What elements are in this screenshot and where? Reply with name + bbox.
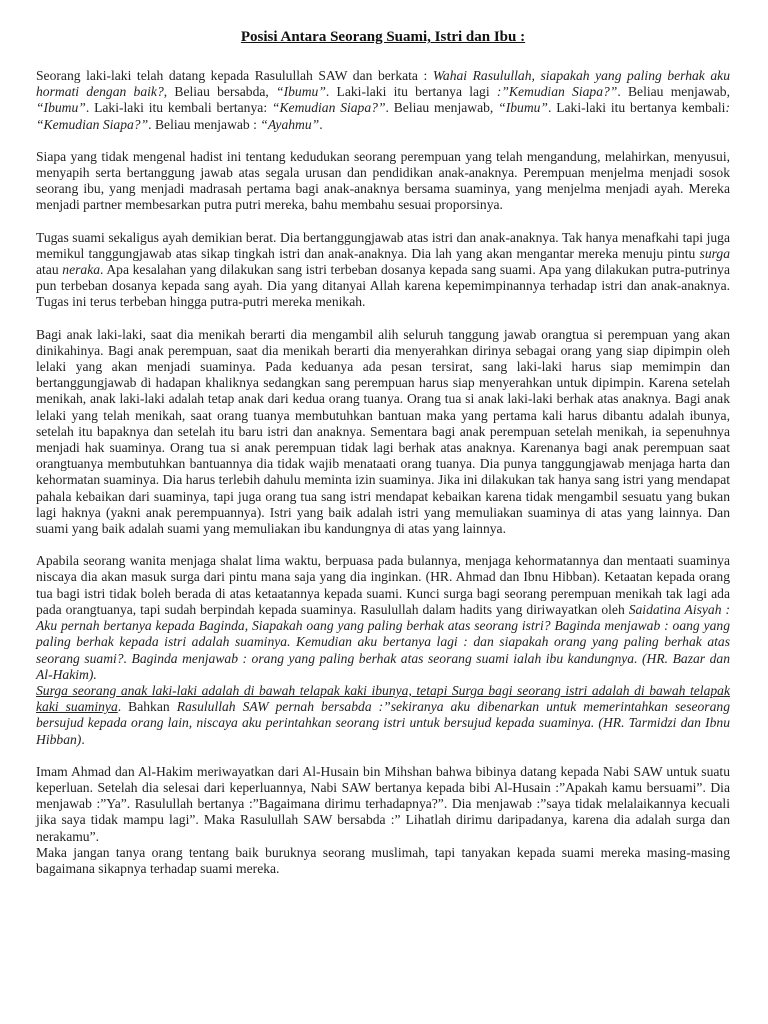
- p3-text-c: atau: [36, 262, 63, 278]
- p1-quote-kemudian-3: : “Kemudian Siapa?”: [36, 100, 730, 132]
- document-title: Posisi Antara Seorang Suami, Istri dan Ibu :: [240, 29, 526, 45]
- p1-text-o: . Beliau menjawab :: [148, 116, 261, 132]
- p1-quote-kemudian-2: “Kemudian Siapa?”: [271, 100, 386, 116]
- p1-quote-kemudian-1: :”Kemudian Siapa?”: [496, 84, 618, 100]
- paragraph-1: [36, 68, 730, 133]
- p6-hadith-tarmidzi: Rasulullah SAW pernah bersabda :”sekiranya aku dibenarkan untuk memerintahkan seseorang bersujud kepada orang lain, niscaya aku perintahkan seorang istri untuk bersujud kepada suaminya. (HR. Tarmidzi dan Ibnu Hibban): [36, 699, 730, 747]
- paragraph-2: Siapa yang tidak mengenal hadist ini tentang kedudukan seorang perempuan yang telah mengandung, melahirkan, menyusui, menyapih serta bertanggung jawab atas segala urusan dan pendidikan anak-anaknya. Perempuan menjelma menjadi sosok seorang ibu, yang menjadi madrasah pertama bagi anak-anaknya bersama suaminya, yang menjelma menjadi ayah. Mereka menjadi partner membesarkan putra putri mereka, bahu membahu sesuai proporsinya.: [36, 148, 730, 213]
- p1-text-m: . Laki-laki itu bertanya kembali: [548, 100, 726, 116]
- paragraph-5: [36, 553, 730, 683]
- p1-text-q: .: [319, 116, 323, 132]
- p1-text-k: . Beliau menjawab,: [385, 100, 499, 116]
- p5-text-a: Apabila seorang wanita menjaga shalat lima waktu, berpuasa pada bulannya, menjaga kehormatannya dan mentaati suaminya niscaya dia akan masuk surga dari pintu mana saja yang dia inginkan. (HR. Ahmad dan Ibnu Hibban). Ketaatan kepada orang tua bagi istri tidak boleh berada di atas ketaatannya kepada suami. Kunci surga bagi seorang perempuan menikah tak lagi ada pada orangtuanya, tapi sudah berpindah kepada suaminya. Rasulullah dalam hadits yang diriwayatkan oleh: [36, 553, 730, 617]
- p1-text-a: Seorang laki-laki telah datang kepada Rasulullah SAW dan berkata :: [36, 68, 433, 83]
- p1-quote-question: Wahai Rasulullah, siapakah yang paling berhak aku hormati dengan baik?: [36, 68, 731, 100]
- paragraph-7: Imam Ahmad dan Al-Hakim meriwayatkan dari Al-Husain bin Mihshan bahwa bibinya datang kepada Nabi SAW untuk suatu keperluan. Setelah dia selesai dari keperluannya, Nabi SAW bertanya kepada bibi Al-Husain :”Apakah kamu bersuami”. Dia menjawab :”Ya”. Rasulullah bertanya :”Bagaimana dirimu terhadapnya?”. Dia menjawab :”saya tidak melalaikannya kecuali jika saya tidak mampu lagi”. Maka Rasulullah SAW bersabda :” Lihatlah dirimu daripadanya, karena dia adalah surga dan nerakamu”.: [36, 763, 730, 844]
- paragraph-4: Bagi anak laki-laki, saat dia menikah berarti dia mengambil alih seluruh tanggung jawab orangtua si perempuan yang akan dinikahinya. Bagi anak perempuan, saat dia menikah berarti dia menyerahkan dirinya sebagai orang yang siap dipimpin oleh lelaki yang akan menjadi suaminya. Pada keduanya ada pesan tersirat, sang laki-laki harus siap memimpin dan bertanggungjawab di hadapan khaliknya sedangkan sang perempuan harus siap menyerahkan untuk dipimpin. Karena setelah menikah, anak laki-laki adalah tetap anak dari kedua orang tuanya. Orang tua si anak laki-laki berhak atas anaknya. Bagi anak lelaki yang telah menikah, saat orang tuanya membutuhkan bantuan maka yang pertama kali harus dibantu adalah ibunya, setelah itu bapaknya dan setelah itu baru istri dan anaknya. Sementara bagi anak perempuan setelah menikah, ia sepenuhnya menjadi hak suaminya. Orang tua si anak perempuan tidak lagi berhak atas anaknya. Karenanya bagi anak perempuan saat orangtuanya membutuhkan bantuannya dia tidak wajib menataati orang tuanya. Dia punya tanggungjawab menjaga harta dan kehormatan suaminya. Dia harus terlebih dahulu meminta izin suaminya. Jika ini dilakukan tak hanya sang istri yang mendapat pahala kebaikan dari suaminya, tapi juga orang tua sang istri mendapat kebaikan karena tidak mengambil sesuatu yang bukan lagi haknya (yakni anak perempuannya). Istri yang baik adalah istri yang memuliakan suaminya di atas yang lainnya. Dan suami yang baik adalah suami yang memuliakan ibu kandungnya di atas yang lainnya.: [36, 326, 730, 537]
- p1-text-i: . Laki-laki itu kembali bertanya:: [85, 100, 272, 116]
- p6-text-d: .: [81, 731, 85, 747]
- p6-underlined-quote: Surga seorang anak laki-laki adalah di bawah telapak kaki ibunya, tetapi Surga bagi seorang istri adalah di bawah telapak kaki suaminya: [36, 682, 730, 715]
- p1-quote-ibumu-2: “Ibumu”: [36, 100, 86, 116]
- p1-quote-ayahmu: “Ayahmu”: [260, 116, 320, 132]
- p5-hadith-aisyah: Saidatina Aisyah : Aku pernah bertanya kepada Baginda, Siapakah oang yang paling berhak atas seorang istri? Baginda menjawab : oang yang paling berhak kepada istri adalah suaminya. Kemudian aku bertanya lagi : dan siapakah orang yang paling berhak atas seorang suami?. Baginda menjawab : orang yang paling berhak atas seorang suami ialah ibu kandungnya. (HR. Bazar dan Al-Hakim).: [36, 601, 730, 682]
- paragraph-6: [36, 683, 730, 748]
- p3-text-e: . Apa kesalahan yang dilakukan sang istri terbeban dosanya kepada sang suami. Apa yang dilakukan putra-putrinya pun terbeban dosanya kepada sang ayah. Dia yang ditanyai Allah karena kepemimpinannya terhadap istri dan anak-anaknya. Tugas ini terus terbeban hingga putra-putri mereka menikah.: [36, 262, 730, 310]
- p1-quote-ibumu-3: “Ibumu”: [498, 100, 548, 116]
- paragraph-8: Maka jangan tanya orang tentang baik buruknya seorang muslimah, tapi tanyakan kepada suami mereka masing-masing bagaimana sikapnya terhadap suami mereka.: [36, 844, 730, 876]
- p1-text-c: , Beliau bersabda,: [163, 84, 277, 100]
- p6-text-b: . Bahkan: [117, 699, 177, 715]
- p1-quote-ibumu-1: “Ibumu”: [276, 84, 326, 100]
- p1-text-g: . Beliau menjawab,: [617, 84, 730, 100]
- p3-word-surga: surga: [699, 245, 730, 261]
- p3-word-neraka: neraka: [62, 262, 101, 278]
- p3-text-a: Tugas suami sekaligus ayah demikian berat. Dia bertanggungjawab atas istri dan anak-anaknya. Tak hanya menafkahi tapi juga memikul tanggungjawab atas sikap tingkah istri dan anak-anaknya. Dia lah yang akan mengantar mereka menuju pintu: [36, 229, 730, 261]
- paragraph-3: [36, 230, 730, 311]
- p1-text-e: . Laki-laki itu bertanya lagi: [325, 84, 497, 100]
